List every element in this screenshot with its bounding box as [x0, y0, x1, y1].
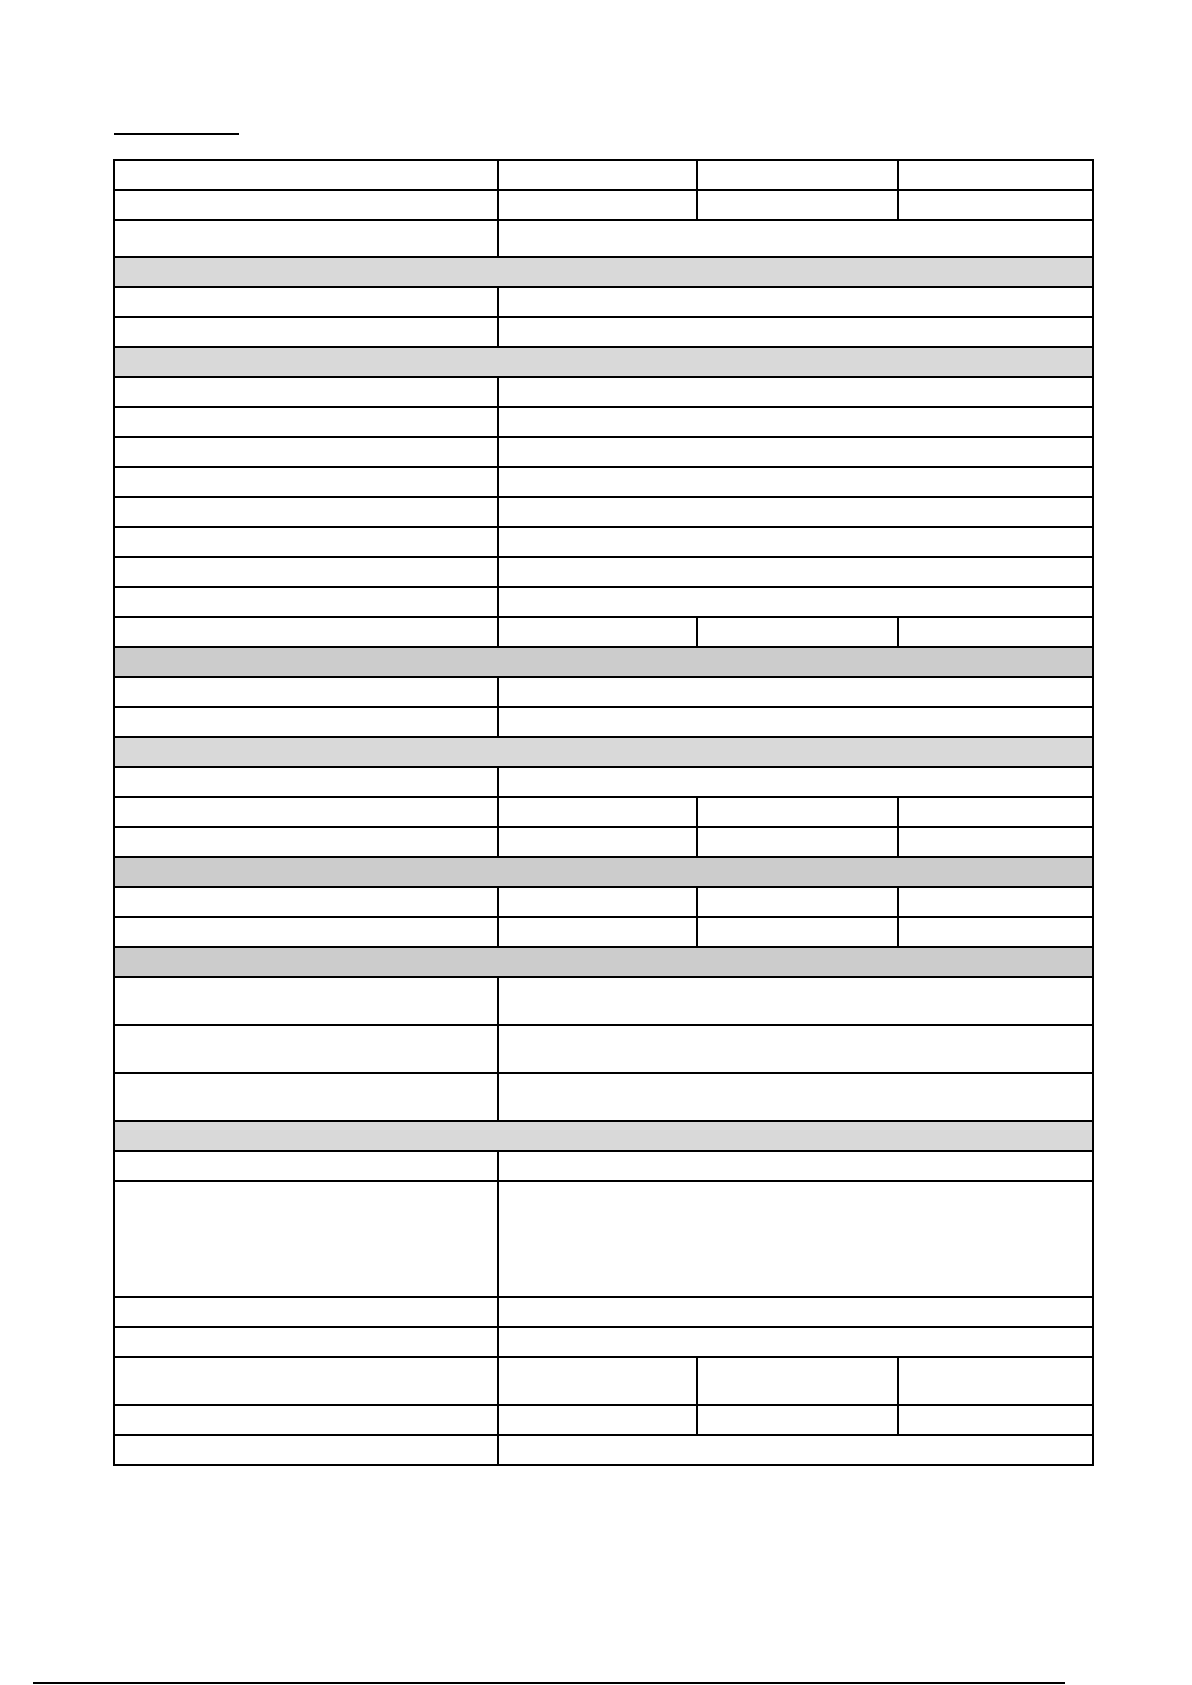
- row-value-cell: [498, 1073, 1093, 1121]
- row-label-cell: [114, 767, 498, 797]
- row-value-cell: [498, 497, 1093, 527]
- table-row: [114, 677, 1093, 707]
- row-value-cell-2: [697, 797, 898, 827]
- section-row: [114, 257, 1093, 287]
- table-row: [114, 887, 1093, 917]
- table-row: [114, 407, 1093, 437]
- table-row: [114, 1025, 1093, 1073]
- section-header-cell: [114, 647, 1093, 677]
- table-row: [114, 707, 1093, 737]
- table-row: [114, 1357, 1093, 1405]
- row-label-cell: [114, 527, 498, 557]
- row-label-cell: [114, 220, 498, 257]
- row-value-cell-2: [697, 887, 898, 917]
- row-value-cell-2: [697, 160, 898, 190]
- row-value-cell-1: [498, 1405, 697, 1435]
- row-label-cell: [114, 617, 498, 647]
- row-value-cell-1: [498, 160, 697, 190]
- row-value-cell: [498, 287, 1093, 317]
- row-label-cell: [114, 797, 498, 827]
- section-header-cell: [114, 347, 1093, 377]
- section-header-cell: [114, 257, 1093, 287]
- row-value-cell-3: [898, 887, 1093, 917]
- row-label-cell: [114, 287, 498, 317]
- row-label-cell: [114, 1025, 498, 1073]
- row-label-cell: [114, 160, 498, 190]
- table-row: [114, 497, 1093, 527]
- table-row: [114, 827, 1093, 857]
- table-row: [114, 977, 1093, 1025]
- row-value-cell: [498, 527, 1093, 557]
- row-value-cell: [498, 1435, 1093, 1465]
- section-row: [114, 647, 1093, 677]
- table-row: [114, 1435, 1093, 1465]
- section-row: [114, 737, 1093, 767]
- row-label-cell: [114, 707, 498, 737]
- row-label-cell: [114, 467, 498, 497]
- row-value-cell: [498, 220, 1093, 257]
- table-row: [114, 557, 1093, 587]
- row-label-cell: [114, 677, 498, 707]
- section-row: [114, 1121, 1093, 1151]
- row-value-cell-3: [898, 827, 1093, 857]
- row-value-cell-3: [898, 797, 1093, 827]
- row-label-cell: [114, 1181, 498, 1297]
- row-label-cell: [114, 917, 498, 947]
- table-row: [114, 377, 1093, 407]
- table-row: [114, 527, 1093, 557]
- row-label-cell: [114, 407, 498, 437]
- row-label-cell: [114, 1297, 498, 1327]
- row-value-cell-1: [498, 1357, 697, 1405]
- row-label-cell: [114, 190, 498, 220]
- table-row: [114, 797, 1093, 827]
- row-value-cell-1: [498, 190, 697, 220]
- row-label-cell: [114, 1405, 498, 1435]
- section-row: [114, 857, 1093, 887]
- row-value-cell: [498, 767, 1093, 797]
- row-label-cell: [114, 317, 498, 347]
- row-label-cell: [114, 587, 498, 617]
- table-row: [114, 767, 1093, 797]
- row-label-cell: [114, 437, 498, 467]
- table-row: [114, 1073, 1093, 1121]
- row-label-cell: [114, 1357, 498, 1405]
- row-value-cell-2: [697, 617, 898, 647]
- row-value-cell: [498, 557, 1093, 587]
- row-label-cell: [114, 1327, 498, 1357]
- row-value-cell-2: [697, 1405, 898, 1435]
- row-value-cell-3: [898, 190, 1093, 220]
- row-value-cell-2: [697, 1357, 898, 1405]
- table-row: [114, 587, 1093, 617]
- row-value-cell: [498, 707, 1093, 737]
- row-value-cell-3: [898, 1357, 1093, 1405]
- row-value-cell-1: [498, 917, 697, 947]
- footer-rule: [33, 1682, 1065, 1684]
- row-value-cell: [498, 437, 1093, 467]
- row-value-cell: [498, 377, 1093, 407]
- row-value-cell: [498, 1327, 1093, 1357]
- section-header-cell: [114, 857, 1093, 887]
- row-value-cell: [498, 407, 1093, 437]
- row-label-cell: [114, 1073, 498, 1121]
- row-label-cell: [114, 377, 498, 407]
- section-row: [114, 947, 1093, 977]
- row-value-cell-1: [498, 617, 697, 647]
- row-label-cell: [114, 977, 498, 1025]
- row-value-cell-3: [898, 160, 1093, 190]
- table-row: [114, 1181, 1093, 1297]
- table-row: [114, 220, 1093, 257]
- form-table: [113, 159, 1094, 1466]
- table-row: [114, 917, 1093, 947]
- table-row: [114, 467, 1093, 497]
- row-value-cell: [498, 587, 1093, 617]
- section-row: [114, 347, 1093, 377]
- table-row: [114, 1327, 1093, 1357]
- table-row: [114, 190, 1093, 220]
- table-row: [114, 1405, 1093, 1435]
- row-value-cell-2: [697, 917, 898, 947]
- table-row: [114, 1151, 1093, 1181]
- table-row: [114, 287, 1093, 317]
- section-header-cell: [114, 737, 1093, 767]
- row-value-cell: [498, 1025, 1093, 1073]
- row-value-cell-2: [697, 827, 898, 857]
- table-row: [114, 437, 1093, 467]
- row-value-cell-1: [498, 827, 697, 857]
- row-value-cell: [498, 1151, 1093, 1181]
- row-label-cell: [114, 1151, 498, 1181]
- table-row: [114, 617, 1093, 647]
- section-header-cell: [114, 1121, 1093, 1151]
- row-value-cell-2: [697, 190, 898, 220]
- row-value-cell: [498, 317, 1093, 347]
- row-value-cell-1: [498, 887, 697, 917]
- row-label-cell: [114, 557, 498, 587]
- row-value-cell-3: [898, 1405, 1093, 1435]
- section-header-cell: [114, 947, 1093, 977]
- table-row: [114, 317, 1093, 347]
- row-value-cell-1: [498, 797, 697, 827]
- table-row: [114, 1297, 1093, 1327]
- document-title-underline: [114, 133, 239, 135]
- row-label-cell: [114, 827, 498, 857]
- row-value-cell-3: [898, 917, 1093, 947]
- document-title: [114, 110, 239, 132]
- row-value-cell: [498, 1297, 1093, 1327]
- row-value-cell: [498, 467, 1093, 497]
- row-value-cell: [498, 977, 1093, 1025]
- row-value-cell: [498, 677, 1093, 707]
- row-value-cell: [498, 1181, 1093, 1297]
- table-row: [114, 160, 1093, 190]
- row-label-cell: [114, 887, 498, 917]
- row-label-cell: [114, 497, 498, 527]
- row-label-cell: [114, 1435, 498, 1465]
- row-value-cell-3: [898, 617, 1093, 647]
